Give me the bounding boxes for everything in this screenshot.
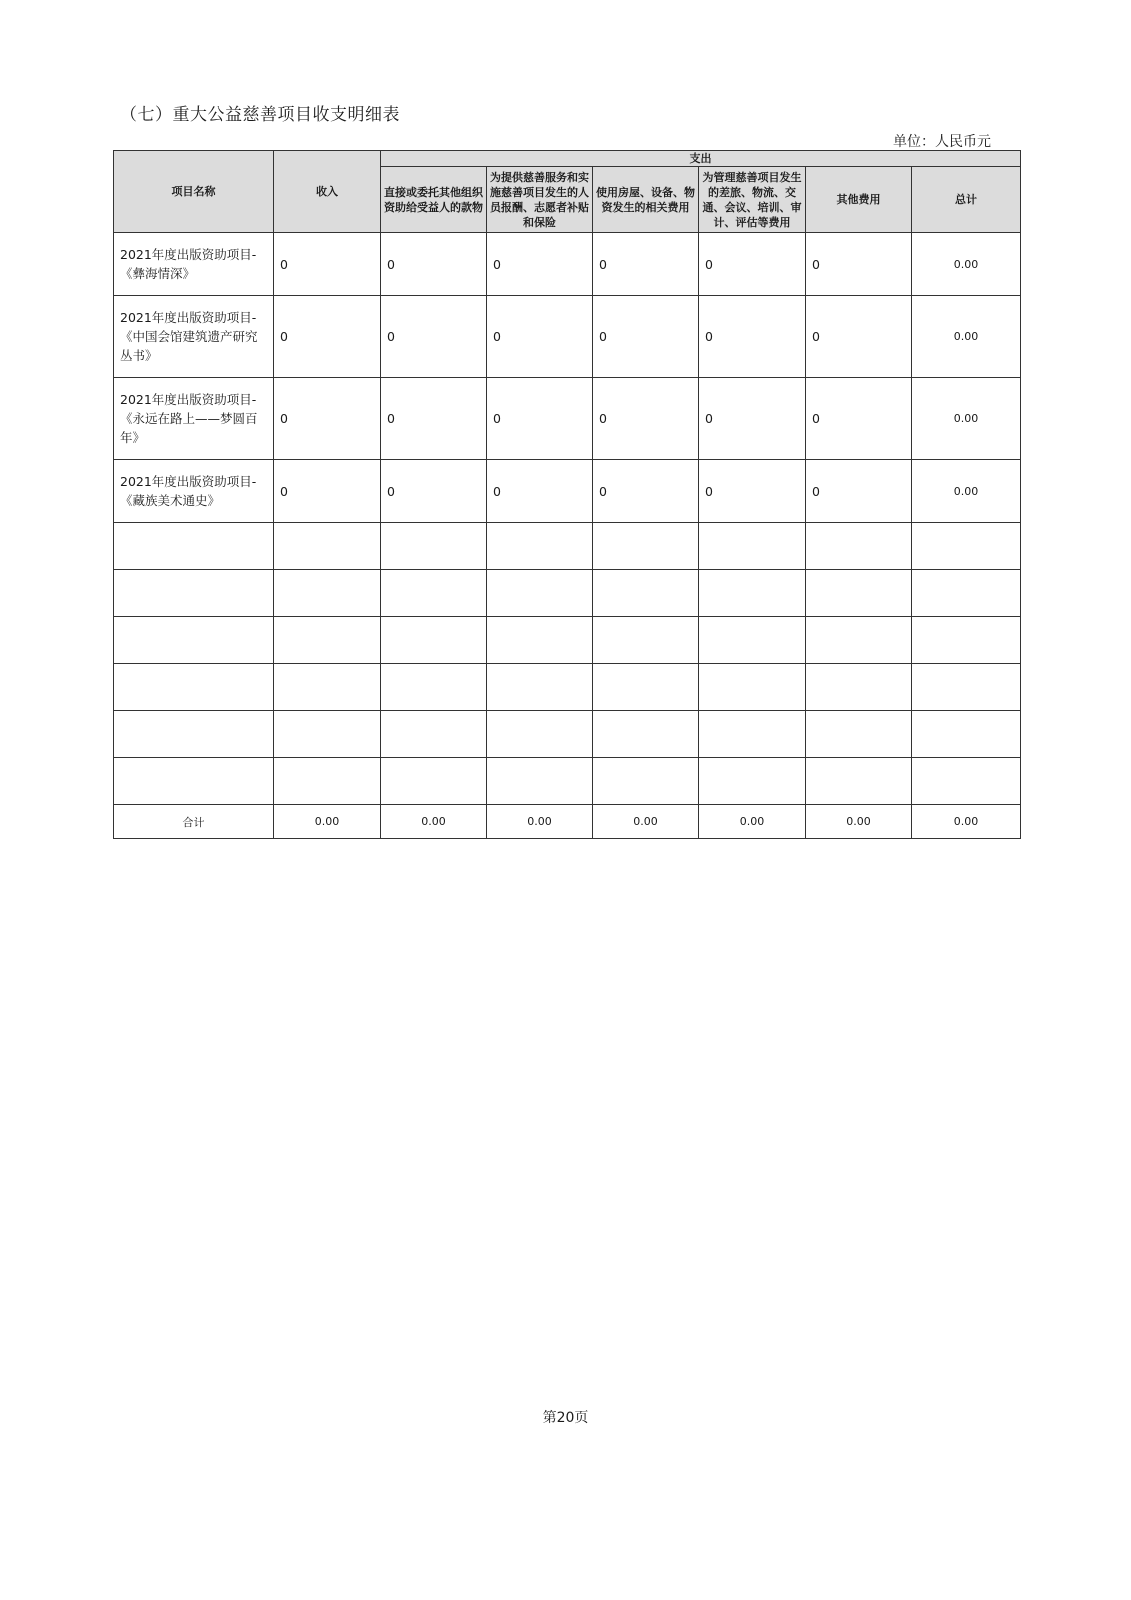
- mgmt-costs-cell: 0: [699, 460, 806, 523]
- header-total: 总计: [912, 167, 1021, 233]
- direct-aid-cell: 0: [381, 378, 487, 460]
- summary-total: 0.00: [912, 805, 1021, 839]
- summary-income: 0.00: [274, 805, 381, 839]
- other-costs-cell: 0: [806, 296, 912, 378]
- header-direct-aid: 直接或委托其他组织资助给受益人的款物: [381, 167, 487, 233]
- summary-asset-costs: 0.00: [593, 805, 699, 839]
- header-project-name: 项目名称: [114, 151, 274, 233]
- asset-costs-cell: 0: [593, 296, 699, 378]
- mgmt-costs-cell: 0: [699, 378, 806, 460]
- currency-unit: 单位：人民币元: [893, 134, 991, 150]
- income-cell: 0: [274, 378, 381, 460]
- income-cell: 0: [274, 296, 381, 378]
- summary-direct-aid: 0.00: [381, 805, 487, 839]
- total-cell: 0.00: [912, 378, 1021, 460]
- summary-label: 合计: [114, 805, 274, 839]
- empty-row: [114, 523, 1021, 570]
- page-number: 第20页: [542, 1410, 589, 1426]
- direct-aid-cell: 0: [381, 460, 487, 523]
- income-cell: 0: [274, 460, 381, 523]
- summary-other-costs: 0.00: [806, 805, 912, 839]
- total-cell: 0.00: [912, 233, 1021, 296]
- header-staff-costs: 为提供慈善服务和实施慈善项目发生的人员报酬、志愿者补贴和保险: [487, 167, 593, 233]
- table-row: [114, 233, 1021, 296]
- summary-mgmt-costs: 0.00: [699, 805, 806, 839]
- total-cell: 0.00: [912, 460, 1021, 523]
- direct-aid-cell: 0: [381, 296, 487, 378]
- asset-costs-cell: 0: [593, 378, 699, 460]
- income-cell: 0: [274, 233, 381, 296]
- other-costs-cell: 0: [806, 460, 912, 523]
- direct-aid-cell: 0: [381, 233, 487, 296]
- empty-row: [114, 570, 1021, 617]
- project-name-cell: 2021年度出版资助项目-《中国会馆建筑遗产研究丛书》: [114, 296, 274, 378]
- header-other-costs: 其他费用: [806, 167, 912, 233]
- total-cell: 0.00: [912, 296, 1021, 378]
- table-row: [114, 296, 1021, 378]
- asset-costs-cell: 0: [593, 460, 699, 523]
- header-expense-group: 支出: [381, 151, 1021, 167]
- other-costs-cell: 0: [806, 378, 912, 460]
- summary-row: [114, 805, 1021, 839]
- project-name-cell: 2021年度出版资助项目-《永远在路上——梦圆百年》: [114, 378, 274, 460]
- empty-row: [114, 664, 1021, 711]
- charity-project-table: [113, 150, 1021, 839]
- mgmt-costs-cell: 0: [699, 233, 806, 296]
- summary-staff-costs: 0.00: [487, 805, 593, 839]
- section-title: （七）重大公益慈善项目收支明细表: [120, 105, 400, 125]
- staff-costs-cell: 0: [487, 296, 593, 378]
- table-row: [114, 378, 1021, 460]
- staff-costs-cell: 0: [487, 233, 593, 296]
- staff-costs-cell: 0: [487, 460, 593, 523]
- mgmt-costs-cell: 0: [699, 296, 806, 378]
- project-name-cell: 2021年度出版资助项目-《彝海情深》: [114, 233, 274, 296]
- table-row: [114, 460, 1021, 523]
- other-costs-cell: 0: [806, 233, 912, 296]
- empty-row: [114, 711, 1021, 758]
- empty-row: [114, 758, 1021, 805]
- header-mgmt-costs: 为管理慈善项目发生的差旅、物流、交通、会议、培训、审计、评估等费用: [699, 167, 806, 233]
- header-asset-costs: 使用房屋、设备、物资发生的相关费用: [593, 167, 699, 233]
- asset-costs-cell: 0: [593, 233, 699, 296]
- header-income: 收入: [274, 151, 381, 233]
- staff-costs-cell: 0: [487, 378, 593, 460]
- empty-row: [114, 617, 1021, 664]
- project-name-cell: 2021年度出版资助项目-《藏族美术通史》: [114, 460, 274, 523]
